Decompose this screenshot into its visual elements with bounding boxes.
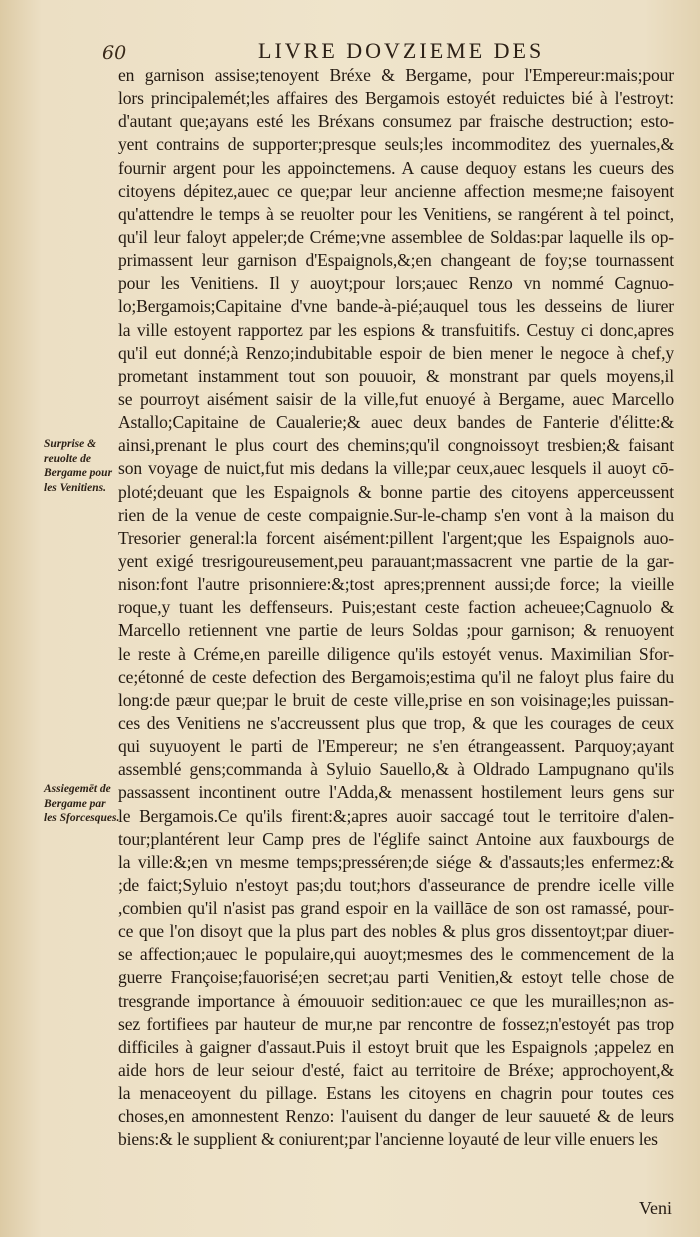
text-line: ce que l'on disoyt que la plus part des nobles & plus gros dissentoyt;par diuer-: [118, 921, 674, 942]
text-line: la ville estoyent rapportez par les espions & transfuitifs. Cestuy ci donc,apres: [118, 319, 674, 340]
text-line: difficiles à gaigner d'assaut.Puis il estoyt bruit que les Espaignols ;appelez en: [118, 1036, 674, 1057]
text-line: passassent incontinent outre l'Adda,& menassent hostilement leurs gens sur: [118, 782, 674, 803]
text-line: qui suyuoyent le parti de l'Empereur; ne s'en étrangeassent. Parquoy;ayant: [118, 736, 674, 757]
text-line: choses,en amonnestent Renzo: l'auisent du danger de leur sauueté & de leurs: [118, 1106, 674, 1127]
text-line: d'autant que;ayans esté les Bréxans consumez par fraische destruction; esto-: [118, 111, 674, 132]
text-line: assemblé gens;commanda à Syluio Sauello,& à Oldrado Lampugnano qu'ils: [118, 759, 674, 780]
text-line: se pourroyt aisément saisir de la ville,fut enuoyé à Bergame, auec Marcello: [118, 388, 674, 409]
margin-note-surprise: Surprise & reuolte de Bergame pour les Venitiens.: [44, 438, 113, 494]
text-line: aide hors de leur seiour d'esté, faict au territoire de Bréxe; approchoyent,&: [118, 1060, 674, 1081]
text-line: lo;Bergamois;Capitaine d'vne bande-à-pié;auquel tous les desseins de liurer: [118, 296, 674, 317]
text-line: tresgrande importance à émouuoir sedition:auec ce que les murailles;non as-: [118, 990, 674, 1011]
text-line: la ville:&;en vn mesme temps;presséren;de siége & d'assauts;les enfermez:&: [118, 851, 674, 872]
text-line: ,combien qu'il n'asist pas grand espoir en la vaillāce de son ost ramassé, pour-: [118, 898, 674, 919]
text-line: Marcello retiennent vne partie de leurs Soldas ;pour garnison; & renuoyent: [118, 620, 674, 641]
text-line: ce;étonné de ceste defection des Bergamois;estima qu'il ne faloyt plus faire du: [118, 666, 674, 687]
text-line: biens:& le supplient & coniurent;par l'ancienne loyauté de leur ville enuers les: [118, 1129, 658, 1150]
text-line: qu'attendre le temps à se reuolter pour les Venitiens, se rangérent à tel poinct,: [118, 203, 674, 224]
text-line: fournir argent pour les appoinctemens. A cause dequoy estans les cueurs des: [118, 157, 674, 178]
text-line: la menaceoyent du pillage. Estans les citoyens en chagrin pour toutes ces: [118, 1083, 674, 1104]
text-line: en garnison assise;tenoyent Bréxe & Bergame, pour l'Empereur:mais;pour: [118, 65, 674, 85]
margin-note-siege: Assiegemēt de Bergame par les Sforcesques.: [44, 783, 120, 824]
running-head: LIVRE DOVZIEME DES: [258, 38, 545, 63]
text-line: long:de pæur que;par le bruit de ceste ville,prise en son voisinage;les puissan-: [118, 689, 674, 710]
text-line: qu'il eut donné;à Renzo;indubitable espoir de bien mener le negoce à chef,y: [118, 342, 674, 363]
text-line: le reste à Créme,en pareille diligence qu'ils estoyét venus. Maximilian Sfor-: [118, 643, 674, 664]
text-line: ploté;deuant que les Espaignols & bonne partie des citoyens apperceussent: [118, 481, 674, 502]
text-line: yent exigé tresrigoureusement,peu parauant;massacrent vne partie de la gar-: [118, 550, 674, 571]
text-line: Tresorier general:la forcent aisément:pillent l'argent;que les Espaignols auo-: [118, 527, 674, 548]
text-line: rien de la venue de ceste compaignie.Sur-le-champ s'en vont à la maison du: [118, 504, 674, 525]
text-line: nison:font l'autre prisonniere:&;tost apres;prennent aussi;de force; la vieille: [118, 574, 674, 595]
text-line: Astallo;Capitaine de Caualerie;& auec deux bandes de Fanterie d'élitte:&: [118, 412, 674, 433]
text-line: ;de faict;Syluio n'estoyt pas;du tout;hors d'asseurance de prendre icelle ville: [118, 874, 674, 895]
text-line: pour les Venitiens. Il y auoyt;pour lors;auec Renzo vn nommé Cagnuo-: [118, 273, 674, 294]
text-line: qu'il leur faloyt appeler;de Créme;vne assemblee de Soldas:par laquelle ils op-: [118, 226, 674, 247]
text-line: sez fortifiees par hauteur de mur,ne par rencontre de fossez;n'estoyét pas trop: [118, 1013, 674, 1034]
text-line: roque,y tuant les deffenseurs. Puis;estant ceste faction acheuee;Cagnuolo &: [118, 597, 674, 618]
text-line: son voyage de nuict,fut mis dedans la ville;par ceux,auec lesquels il auoyt cō-: [118, 458, 674, 479]
text-line: prometant instamment tout son pouuoir, & monstrant par quels moyens,il: [118, 365, 674, 386]
page-number: 60: [102, 42, 127, 64]
text-line: citoyens dépitez,auec ce que;par leur ancienne affection mesme;ne faisoyent: [118, 180, 674, 201]
catchword: Veni: [639, 1198, 672, 1218]
text-line: ainsi,prenant le plus court des chemins;qu'il congnoissoyt tresbien;& faisant: [118, 435, 674, 456]
text-line: yent contrains de supporter;presque seuls;les incommoditez des yuernales,&: [118, 134, 674, 155]
body-text: [118, 64, 674, 1152]
text-line: lors principalemét;les affaires des Bergamois estoyét reduictes bié à l'estroyt:: [118, 88, 674, 109]
text-line: se affection;auec le populaire,qui auoyt;mesmes des le commencement de la: [118, 944, 674, 965]
text-line: le Bergamois.Ce qu'ils firent:&;apres auoir saccagé tout le territoire d'alen-: [118, 805, 674, 826]
text-line: ces des Venitiens ne s'accreussent plus que trop, & que les courages de ceux: [118, 712, 674, 733]
text-line: guerre Françoise;fauorisé;en secret;au parti Venitien,& estoyt telle chose de: [118, 967, 674, 988]
text-line: primassent leur garnison d'Espaignols,&;en changeant de foy;se tournassent: [118, 250, 674, 271]
text-line: tour;plantérent leur Camp pres de l'églife sainct Antoine aux fauxbourgs de: [118, 828, 674, 849]
